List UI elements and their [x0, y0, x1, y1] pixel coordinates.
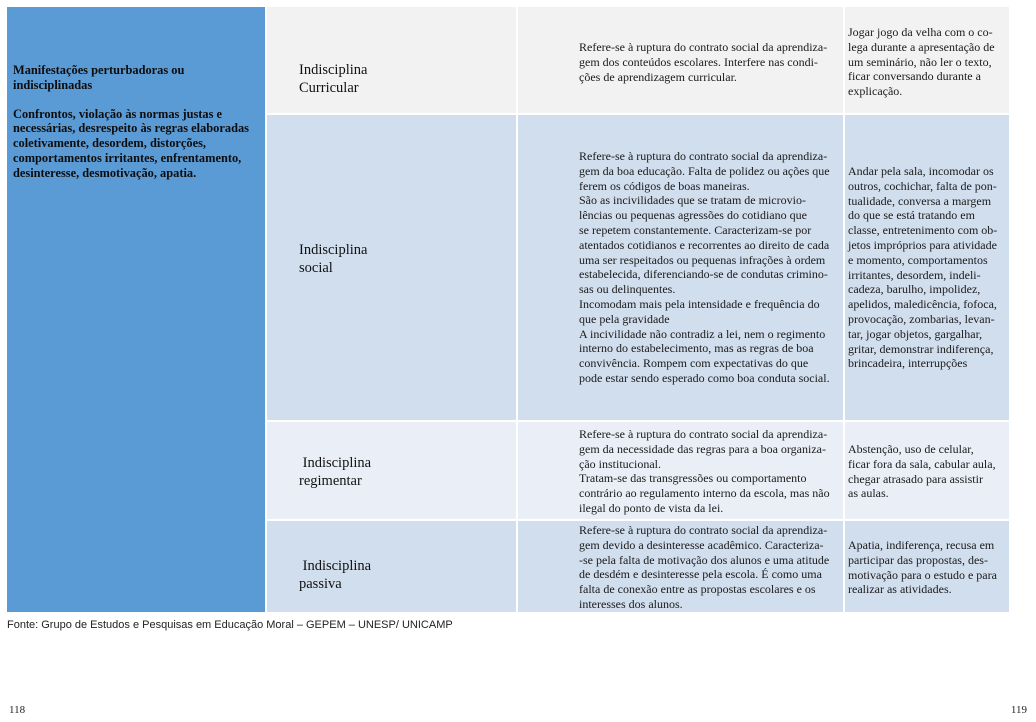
example-line: ficar fora da sala, cabular aula,	[848, 456, 996, 471]
indiscipline-table	[7, 7, 1009, 612]
example-line: jetos impróprios para atividade	[848, 237, 997, 252]
row-definition-cell	[518, 115, 843, 420]
row-definition-cell	[518, 422, 843, 519]
definition-line: que pela gravidade	[579, 311, 670, 326]
example-line: realizar as atividades.	[848, 582, 952, 597]
example-line: do que se está tratando em	[848, 208, 975, 223]
definition-line: ferem os códigos de boas maneiras.	[579, 178, 750, 193]
row-name-cell	[267, 521, 516, 612]
example-line: explicação.	[848, 84, 903, 99]
row-name-line: Indisciplina	[299, 62, 368, 78]
example-line: lega durante a apresentação de	[848, 39, 995, 54]
row-name-line: Indisciplina	[299, 558, 372, 574]
example-line: provocação, zombarias, levan-	[848, 311, 995, 326]
definition-line: ilegal do ponto de vista da lei.	[579, 500, 724, 515]
row-name-line: passiva	[299, 575, 342, 592]
left-header-cell	[7, 7, 265, 612]
example-line: chegar atrasado para assistir	[848, 471, 983, 486]
definition-line: gem da boa educação. Falta de polidez ou ações que	[579, 163, 830, 178]
example-line: Jogar jogo da velha com o co-	[848, 25, 993, 39]
example-line: Andar pela sala, incomodar os	[848, 164, 994, 178]
definition-line: estabelecida, diferenciando-se de condutas crimino-	[579, 267, 828, 282]
definition-line: ções de aprendizagem curricular.	[579, 69, 737, 84]
definition-line: Refere-se à ruptura do contrato social da aprendiza-	[579, 523, 828, 537]
example-line: e momento, comportamentos	[848, 252, 988, 267]
definition-line: uma ser respeitados ou pequenas infrações à ordem	[579, 252, 826, 267]
row-name-line: regimentar	[299, 472, 362, 489]
definition-line: gem da necessidade das regras para a boa organiza-	[579, 441, 826, 456]
definition-line: gem dos conteúdos escolares. Interfere nas condi-	[579, 54, 818, 69]
example-line: tar, jogar objetos, gargalhar,	[848, 326, 983, 341]
page-number-left: 118	[9, 704, 26, 716]
row-name-line: Indisciplina	[299, 455, 372, 471]
page-number-right: 119	[1010, 704, 1027, 716]
row-definition-cell	[518, 7, 843, 113]
example-line: um seminário, não ler o texto,	[848, 54, 992, 69]
row-definition-cell	[518, 521, 843, 612]
row-name-line: Indisciplina	[299, 242, 368, 258]
example-line: ficar conversando durante a	[848, 69, 981, 84]
row-name-cell	[267, 115, 516, 420]
definition-line: Incomodam mais pela intensidade e frequência do	[579, 296, 820, 311]
example-line: participar das propostas, des-	[848, 552, 988, 567]
definition-line: Refere-se à ruptura do contrato social da aprendiza-	[579, 427, 828, 441]
definition-line: se repetem constantemente. Caracterizam-se por	[579, 222, 812, 237]
definition-line: interno do estabelecimento, mas as regras de boa	[579, 341, 814, 356]
definition-line: de desdém e desinteresse pela escola. É como uma	[579, 567, 822, 582]
left-header-description: Confrontos, violação às normas justas e necessárias, desrespeito às regras elaboradas coletivamente, desordem, distorções, comportamentos irritantes, enfrentamento, desinteresse, desmotivação, apatia.	[13, 106, 249, 180]
left-header-title: Manifestações perturbadoras ou indisciplinadas	[13, 63, 185, 92]
definition-line: convivência. Rompem com expectativas do que	[579, 356, 809, 371]
row-example-cell	[845, 521, 1009, 612]
definition-line: lências ou pequenas agressões do cotidiano que	[579, 208, 807, 223]
definition-line: Tratam-se das transgressões ou comportamento	[579, 471, 807, 486]
example-line: classe, entretenimento com ob-	[848, 223, 998, 238]
definition-line: -se pela falta de motivação dos alunos e uma atitude	[579, 552, 830, 567]
example-line: motivação para o estudo e para	[848, 567, 997, 582]
definition-line: pode estar sendo esperado como boa conduta social.	[579, 370, 830, 385]
row-name-line: social	[299, 259, 333, 276]
row-name-line: Curricular	[299, 79, 359, 96]
example-line: tualidade, conversa a margem	[848, 193, 992, 208]
definition-line: atentados cotidianos e recorrentes ao direito de cada	[579, 237, 830, 252]
example-line: apelidos, maledicência, fofoca,	[848, 297, 997, 312]
definition-line: ção institucional.	[579, 456, 661, 471]
definition-line: São as incivilidades que se tratam de microvio-	[579, 193, 806, 208]
row-example-cell	[845, 115, 1009, 420]
example-line: Apatia, indiferença, recusa em	[848, 538, 995, 552]
definition-line: falta de conexão entre as propostas escolares e os	[579, 582, 816, 597]
example-line: outros, cochichar, falta de pon-	[848, 178, 997, 193]
example-line: cadeza, barulho, impolidez,	[848, 282, 981, 297]
definition-line: Refere-se à ruptura do contrato social da aprendiza-	[579, 149, 828, 163]
example-line: brincadeira, interrupções	[848, 356, 968, 371]
definition-line: sas ou delinquentes.	[579, 282, 676, 297]
definition-line: interesses dos alunos.	[579, 596, 683, 611]
definition-line: gem devido a desinteresse acadêmico. Caracteriza-	[579, 537, 824, 552]
row-example-cell	[845, 7, 1009, 113]
example-line: Abstenção, uso de celular,	[848, 442, 974, 456]
row-name-cell	[267, 7, 516, 113]
definition-line: contrário ao regulamento interno da escola, mas não	[579, 486, 830, 501]
row-name-cell	[267, 422, 516, 519]
row-example-cell	[845, 422, 1009, 519]
source-note: Fonte: Grupo de Estudos e Pesquisas em Educação Moral – GEPEM – UNESP/ UNICAMP	[7, 619, 453, 631]
example-line: as aulas.	[848, 486, 889, 501]
definition-line: Refere-se à ruptura do contrato social da aprendiza-	[579, 40, 828, 54]
definition-line: A incivilidade não contradiz a lei, nem o regimento	[579, 326, 826, 341]
example-line: gritar, demonstrar indiferença,	[848, 341, 994, 356]
example-line: irritantes, desordem, indeli-	[848, 267, 981, 282]
